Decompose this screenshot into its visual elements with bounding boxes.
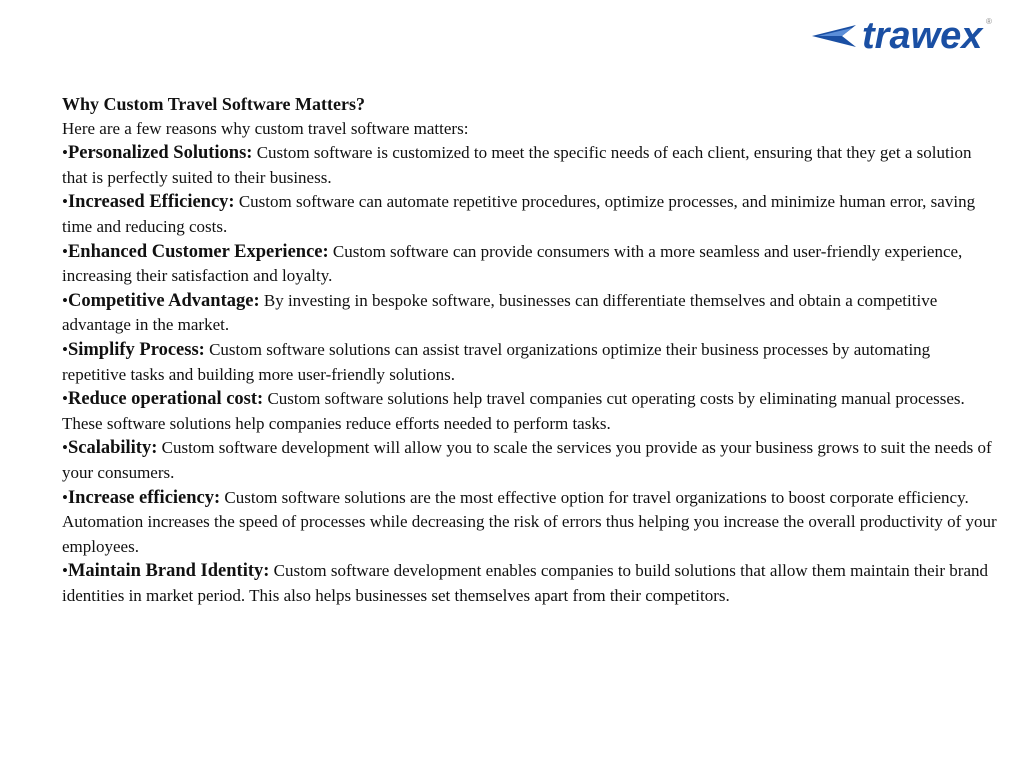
reason-item [62, 240, 997, 289]
reason-label: Personalized Solutions: [67, 143, 253, 164]
bullet-marker: • [62, 389, 68, 409]
reason-item [62, 141, 997, 190]
reason-label: Maintain Brand Identity: [67, 561, 270, 582]
page-title: Why Custom Travel Software Matters? [62, 94, 365, 114]
bullet-marker: • [62, 192, 68, 212]
reason-text: By investing in bespoke software, businesses can differentiate themselves and obtain a competitive advantage in the market. [62, 290, 938, 335]
reason-text: Custom software solutions can assist travel organizations optimize their business processes by automating repetitive tasks and building more user-friendly solutions. [62, 339, 931, 384]
bullet-marker: • [62, 561, 68, 581]
logo-wordmark: trawex [862, 15, 983, 57]
reason-text: Custom software is customized to meet the specific needs of each client, ensuring that they get a solution that is perfectly suited to their business. [62, 143, 972, 187]
bullet-marker: • [62, 290, 68, 310]
reason-item [62, 559, 997, 608]
reason-item [62, 486, 997, 560]
reason-text: Custom software development will allow you to scale the services you provide as your business grows to suit the needs of your consumers. [62, 438, 992, 482]
reason-label: Simplify Process: [67, 339, 205, 360]
reason-item [62, 387, 997, 436]
reason-item [62, 338, 997, 387]
registered-mark: ® [986, 17, 992, 26]
intro-text: Here are a few reasons why custom travel software matters: [62, 118, 469, 138]
reason-label: Increased Efficiency: [67, 192, 235, 213]
reason-label: Competitive Advantage: [67, 290, 260, 311]
bullet-marker: • [62, 143, 68, 163]
reason-item [62, 436, 997, 485]
reason-item [62, 289, 997, 338]
reason-text: Custom software solutions are the most effective option for travel organizations to boost corporate efficiency. Automation increases the speed of processes while decreasing the risk of errors thus helping you increase the overall productivity of your employees. [62, 487, 997, 556]
reasons-list [62, 141, 997, 608]
reason-label: Increase efficiency: [67, 487, 221, 508]
bullet-marker: • [62, 241, 68, 261]
reason-text: Custom software can provide consumers with a more seamless and user-friendly experience, increasing their satisfaction and loyalty. [62, 241, 963, 286]
reason-label: Scalability: [67, 438, 158, 459]
reason-text: Custom software can automate repetitive procedures, optimize processes, and minimize human error, saving time and reducing costs. [62, 192, 976, 236]
reason-item [62, 190, 997, 239]
reason-text: Custom software solutions help travel companies cut operating costs by eliminating manual processes. These software solutions help companies reduce efforts needed to perform tasks. [62, 389, 965, 433]
bullet-marker: • [62, 438, 68, 458]
reason-label: Reduce operational cost: [67, 389, 264, 410]
bullet-marker: • [62, 487, 68, 507]
trawex-logo [812, 14, 1002, 58]
bullet-marker: • [62, 339, 68, 359]
reason-label: Enhanced Customer Experience: [67, 241, 329, 262]
reason-text: Custom software development enables companies to build solutions that allow them maintain their brand identities in market period. This also helps businesses set themselves apart from their competitors. [62, 561, 988, 605]
content [62, 92, 997, 608]
